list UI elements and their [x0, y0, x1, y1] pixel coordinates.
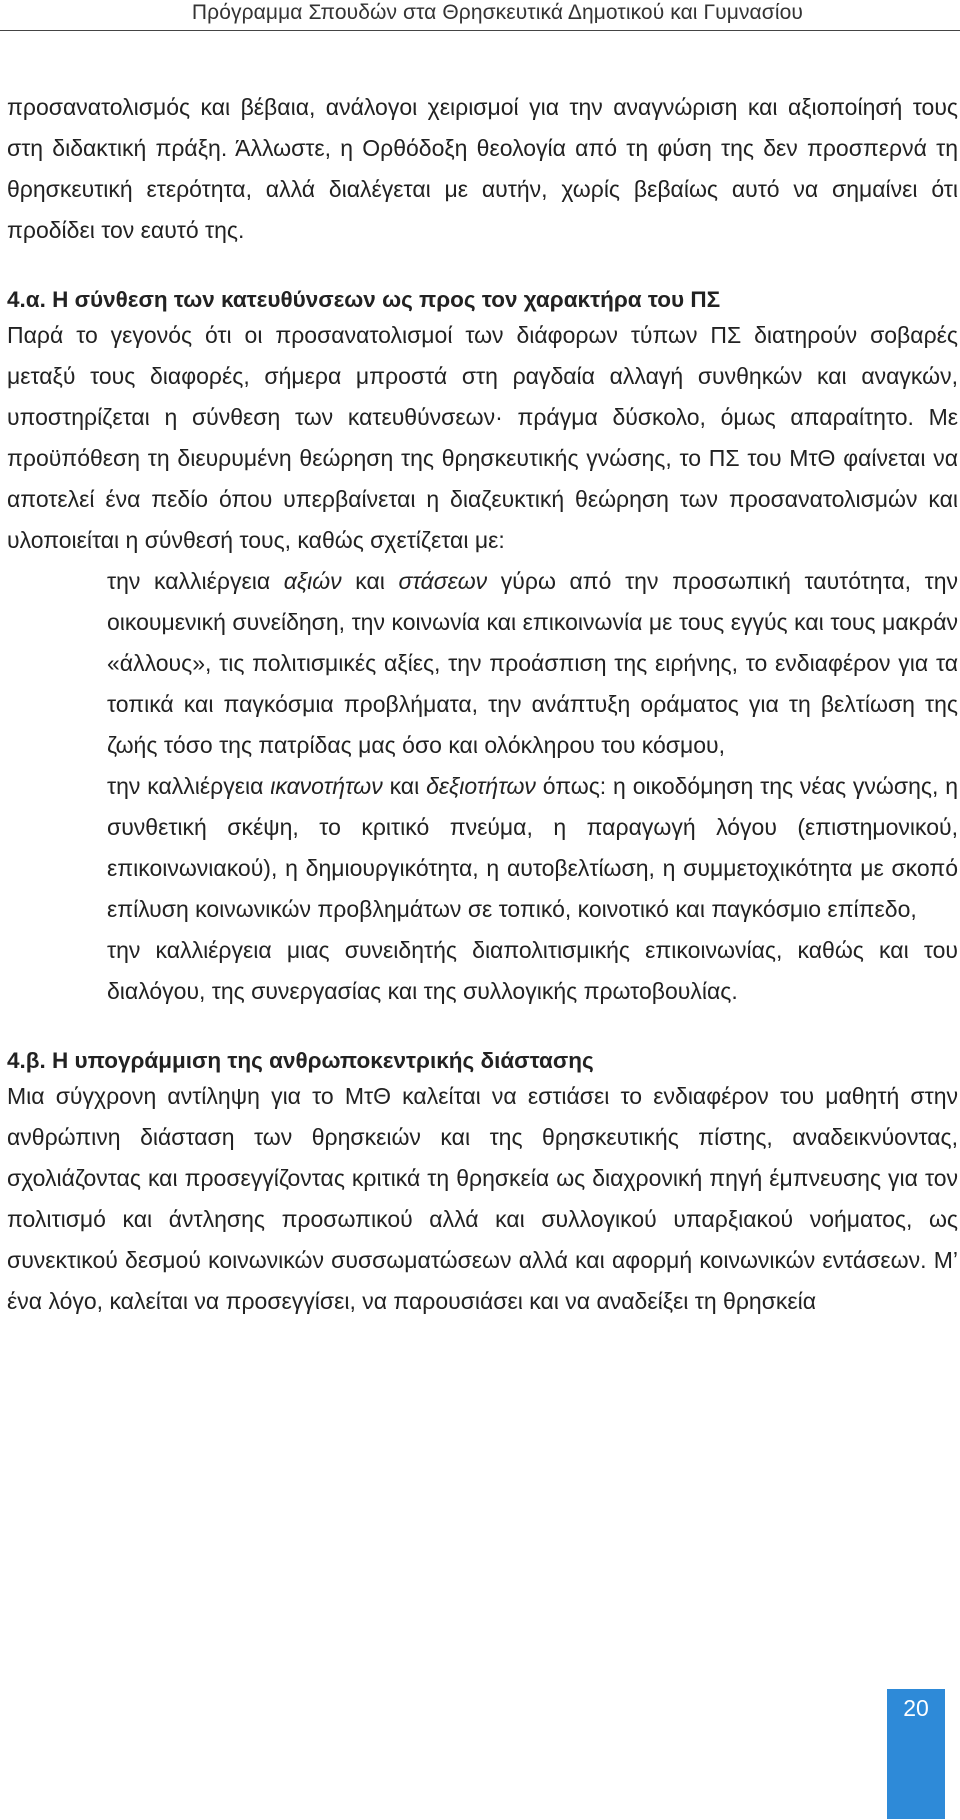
- section-heading-4b: 4.β. Η υπογράμμιση της ανθρωποκεντρικής διάστασης: [7, 1048, 594, 1073]
- list-item-lead: την καλλιέργεια: [107, 773, 271, 799]
- list-item-emphasis: ικανοτήτων: [270, 773, 383, 799]
- section-heading-4a: 4.α. Η σύνθεση των κατευθύνσεων ως προς τον χαρακτήρα του ΠΣ: [7, 287, 721, 312]
- list-item: [107, 766, 958, 930]
- list-item-emphasis: στάσεων: [398, 568, 488, 594]
- section-4a-paragraph: Παρά το γεγονός ότι οι προσανατολισμοί των διάφορων τύπων ΠΣ διατηρούν σοβαρές μεταξύ τους διαφορές, σήμερα μπροστά στη ραγδαία αλλαγή συνθηκών και αναγκών, υποστηρίζεται η σύνθεση των κατευθύνσεων· πράγμα δύσκολο, όμως απαραίτητο. Με προϋπόθεση τη διευρυμένη θεώρηση της θρησκευτικής γνώσης, το ΠΣ του ΜτΘ φαίνεται να αποτελεί ένα πεδίο όπου υπερβαίνεται η διαζευκτική θεώρηση των προσανατολισμών και υλοποιείται η σύνθεσή τους, καθώς σχετίζεται με:: [7, 322, 958, 553]
- page-number-badge: [887, 1689, 945, 1819]
- list-item-emphasis: αξιών: [283, 568, 342, 594]
- list-item: [107, 561, 958, 766]
- list-item: την καλλιέργεια μιας συνειδητής διαπολιτισμικής επικοινωνίας, καθώς και του διαλόγου, της συνεργασίας και της συλλογικής πρωτοβουλίας.: [107, 937, 958, 1004]
- list-item-connector: και: [382, 773, 427, 799]
- list-item-text: όπως: η οικοδόμηση της νέας γνώσης, η συνθετική σκέψη, το κριτικό πνεύμα, η παραγωγή λόγου (επιστημονικού, επικοινωνιακού), η δημιουργικότητα, η αυτοβελτίωση, η συμμετοχικότητα με σκοπό επίλυση κοινωνικών προβλημάτων σε τοπικό, κοινοτικό και παγκόσμιο επίπεδο,: [107, 773, 959, 922]
- page-number: 20: [903, 1695, 929, 1721]
- list-item-text: γύρω από την προσωπική ταυτότητα, την οικουμενική συνείδηση, την κοινωνία και επικοινωνία με τους εγγύς και τους μακράν «άλλους», τις πολιτισμικές αξίες, την προάσπιση της ειρήνης, το ενδιαφέρον για τα τοπικά και παγκόσμια προβλήματα, την ανάπτυξη οράματος για τη βελτίωση της ζωής τόσο της πατρίδας μας όσο και ολόκληρου του κόσμου,: [107, 568, 959, 758]
- page-body: [7, 87, 958, 1322]
- list-item-lead: την καλλιέργεια: [107, 568, 284, 594]
- list-item-emphasis: δεξιοτήτων: [426, 773, 536, 799]
- list-item-connector: και: [341, 568, 399, 594]
- section-4b-paragraph: Μια σύγχρονη αντίληψη για το ΜτΘ καλείται να εστιάσει το ενδιαφέρον του μαθητή στην ανθρώπινη διάσταση των θρησκειών και της θρησκευτικής πίστης, αναδεικνύοντας, σχολιάζοντας και προσεγγίζοντας κριτικά τη θρησκεία ως διαχρονική πηγή έμπνευσης για τον πολιτισμό και άντλησης προσωπικού αλλά και συλλογικού υπαρξιακού νοήματος, ως συνεκτικού δεσμού κοινωνικών συσσωματώσεων αλλά και αφορμή κοινωνικών εντάσεων. Μ’ ένα λόγο, καλείται να προσεγγίσει, να παρουσιάσει και να αναδείξει τη θρησκεία: [7, 1083, 958, 1314]
- running-title: Πρόγραμμα Σπουδών στα Θρησκευτικά Δημοτικού και Γυμνασίου: [191, 1, 803, 24]
- intro-paragraph: προσανατολισμός και βέβαια, ανάλογοι χειρισμοί για την αναγνώριση και αξιοποίησή τους στη διδακτική πράξη. Άλλωστε, η Ορθόδοξη θεολογία από τη φύση της δεν προσπερνά τη θρησκευτική ετερότητα, αλλά διαλέγεται με αυτήν, χωρίς βεβαίως αυτό να σημαίνει ότι προδίδει τον εαυτό της.: [7, 94, 958, 243]
- page-header: [0, 0, 960, 31]
- section-4a-list: [107, 561, 958, 1012]
